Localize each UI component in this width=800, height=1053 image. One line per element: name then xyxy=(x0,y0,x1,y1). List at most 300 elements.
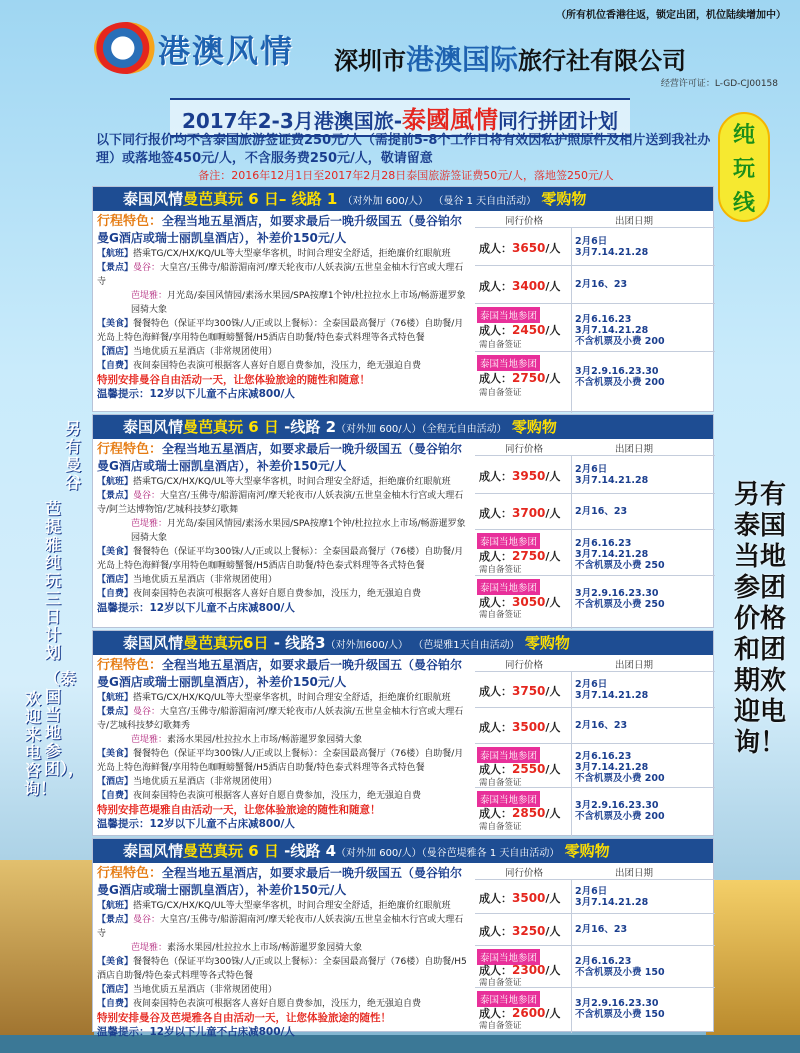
route-activity: （曼谷芭堤雅各 1 天自由活动） xyxy=(421,848,560,859)
price-row xyxy=(475,787,715,831)
price-row xyxy=(475,227,715,265)
date-2: 不含机票及小费 200 xyxy=(575,811,665,822)
date-1: 2月6日 xyxy=(575,886,608,897)
dates xyxy=(575,924,627,935)
price xyxy=(479,923,560,939)
dates xyxy=(575,279,627,290)
dates xyxy=(575,751,665,784)
price-value: 2300 xyxy=(512,963,546,977)
price-row xyxy=(475,575,715,619)
price-row xyxy=(475,351,715,397)
date-2: 3月7.14.21.28 xyxy=(575,549,649,560)
price-value: 2550 xyxy=(512,762,546,776)
price-label: 成人： xyxy=(479,242,512,255)
spot-tag: 【景点】 xyxy=(97,707,134,717)
fee-text: 夜间泰国特色表演可根据客人喜好自愿自费参加，没压力，绝无强迫自费 xyxy=(133,999,422,1009)
price-table-head xyxy=(475,211,715,227)
route-1-prices xyxy=(475,211,715,435)
title-mid: 泰國風情 xyxy=(402,106,499,134)
hotel-line xyxy=(97,775,471,789)
price xyxy=(479,505,560,521)
price-row xyxy=(475,671,715,707)
date-1: 2月6.16.23 xyxy=(575,314,632,325)
price-value: 3500 xyxy=(512,720,546,734)
flight-line xyxy=(97,899,471,913)
feature-body: 全程当地五星酒店，如要求最后一晚升级国五（曼谷铂尔曼G酒店或瑞士丽凯皇酒店），补差价150元/人 xyxy=(97,442,463,473)
visa-note: 需自备签证 xyxy=(479,340,522,350)
route-3-section xyxy=(92,630,714,836)
feature-text xyxy=(97,865,471,899)
fee-tag: 【自费】 xyxy=(97,791,134,801)
hotel-tag: 【酒店】 xyxy=(97,985,134,995)
hotel-tag: 【酒店】 xyxy=(97,347,134,357)
bkk-label: 曼谷： xyxy=(133,491,161,501)
price-label: 成人： xyxy=(479,1007,512,1020)
date-1: 3月2.9.16.23.30 xyxy=(575,366,659,377)
fee-text: 夜间泰国特色表演可根据客人喜好自愿自费参加，没压力，绝无强迫自费 xyxy=(133,361,422,371)
fee-line xyxy=(97,789,471,803)
left-col-4: 欢迎来电咨询！ xyxy=(24,689,57,798)
route-4-header xyxy=(93,839,713,863)
visa-note: 需自备签证 xyxy=(479,565,522,575)
dates xyxy=(575,506,627,517)
price-label: 成人： xyxy=(479,685,512,698)
price-unit: /人 xyxy=(545,925,561,938)
price-label: 成人： xyxy=(479,807,512,820)
price-col-head: 同行价格 xyxy=(505,444,544,455)
flight-tag: 【航班】 xyxy=(97,249,134,259)
bkk-label: 曼谷： xyxy=(133,915,161,925)
dates xyxy=(575,314,665,347)
meal-text: 餐餐特色（保证平均300铢/人/正或以上餐标）：全泰国最高餐厅（76楼）自助餐/H5酒店自助餐/特色泰式料理等各式特色餐 xyxy=(97,957,467,981)
price xyxy=(479,719,560,735)
dates xyxy=(575,679,648,701)
left-col-1: 另有曼谷 xyxy=(64,419,81,492)
company-mid: 港澳国际 xyxy=(406,43,519,76)
child-tip: 温馨提示：12岁以下儿童不占床减800/人 xyxy=(97,1026,295,1038)
price-label: 成人： xyxy=(479,964,512,977)
ptt-label: 芭堤雅： xyxy=(131,291,168,301)
local-tour-badge: 泰国当地参团 xyxy=(477,307,540,323)
price xyxy=(479,761,560,777)
date-1: 2月16、23 xyxy=(575,279,628,290)
ptt-spots: 月光岛/泰国风情园/素汤水果园/SPA按摩1个钟/杜拉拉水上市场/畅游暹罗象园骑大象 xyxy=(131,519,466,543)
shopping-note: 零购物 xyxy=(564,842,610,860)
price-unit: /人 xyxy=(545,507,561,520)
date-2: 3月7.14.21.28 xyxy=(575,475,649,486)
price-table-head xyxy=(475,655,715,671)
price-value: 3750 xyxy=(512,684,546,698)
brand-header xyxy=(94,22,744,74)
feature-text xyxy=(97,441,471,475)
meal-line xyxy=(97,955,471,983)
price-unit: /人 xyxy=(545,324,561,337)
ptt-line xyxy=(97,941,471,955)
shopping-note: 零购物 xyxy=(511,418,557,436)
thai-statue-image xyxy=(0,860,94,1053)
meal-tag: 【美食】 xyxy=(97,957,134,967)
page-title xyxy=(84,98,716,134)
visa-note: 需自备签证 xyxy=(479,978,522,988)
bkk-spots: 大皇宫/玉佛寺/船游湄南河/摩天轮夜市/人妖表演/五世皇金柚木行宫或大理石寺/艺城科技梦幻歌舞秀 xyxy=(97,707,464,731)
spot-line xyxy=(97,489,471,517)
dates xyxy=(575,538,665,571)
date-col-head: 出团日期 xyxy=(615,216,654,227)
flight-line xyxy=(97,247,471,261)
intro-text: 以下同行报价均不含泰国旅游签证费250元/人（需提前5-8个工作日将有效因私护照原件及相片送到我社办理）或落地签450元/人，不含服务费250元/人，敬请留意 xyxy=(96,133,711,166)
date-2: 不含机票及小费 150 xyxy=(575,967,665,978)
hotel-text: 当地优质五星酒店（非常规团使用） xyxy=(133,347,278,357)
route-2-section xyxy=(92,414,714,628)
flight-text: 搭乘TG/CX/HX/KQ/UL等大型豪华客机，时间合理安全舒适，拒绝廉价红眼航班 xyxy=(133,693,451,703)
price-label: 成人： xyxy=(479,372,512,385)
visa-note: 需自备签证 xyxy=(479,1021,522,1031)
price-col-head: 同行价格 xyxy=(505,216,544,227)
price-row xyxy=(475,743,715,787)
ptt-label: 芭堤雅： xyxy=(131,519,168,529)
hotel-text: 当地优质五星酒店（非常规团使用） xyxy=(133,575,278,585)
price-table-head xyxy=(475,439,715,455)
date-1: 2月16、23 xyxy=(575,924,628,935)
route-name: 泰国风情 xyxy=(123,634,184,652)
bkk-spots: 大皇宫/玉佛寺/船游湄南河/摩天轮夜市/人妖表演/五世皇金柚木行宫或大理石寺 xyxy=(97,263,464,287)
price-label: 成人： xyxy=(479,324,512,337)
price-col-head: 同行价格 xyxy=(505,868,544,879)
price-value: 3400 xyxy=(512,279,546,293)
meal-text: 餐餐特色（保证平均300铢/人/正或以上餐标）：全泰国最高餐厅（76楼）自助餐/月光岛上特色海鲜餐/享用特色咖喱螃蟹餐/H5酒店自助餐/特色泰式料理等各式特色餐 xyxy=(97,547,464,571)
route-extra: （对外加 600/人） xyxy=(336,424,422,435)
route-activity: （芭堤雅1天自由活动） xyxy=(413,640,520,651)
price-label: 成人： xyxy=(479,550,512,563)
meal-tag: 【美食】 xyxy=(97,749,134,759)
feature-label: 行程特色： xyxy=(97,442,163,457)
price-unit: /人 xyxy=(545,596,561,609)
route-name-highlight: 曼芭真玩 6 日 xyxy=(183,842,279,860)
route-4-section xyxy=(92,838,714,1038)
price-label: 成人： xyxy=(479,507,512,520)
price-row xyxy=(475,879,715,913)
feature-label: 行程特色： xyxy=(97,658,163,673)
price-value: 2750 xyxy=(512,549,546,563)
date-1: 2月6.16.23 xyxy=(575,751,632,762)
meal-line xyxy=(97,747,471,775)
meal-tag: 【美食】 xyxy=(97,547,134,557)
shopping-note: 零购物 xyxy=(541,190,587,208)
price-unit: /人 xyxy=(545,964,561,977)
date-3: 不含机票及小费 200 xyxy=(575,773,665,784)
route-4-prices xyxy=(475,863,715,1053)
route-1-section xyxy=(92,186,714,412)
ptt-spots: 素汤水果园/杜拉拉水上市场/畅游暹罗象园骑大象 xyxy=(167,735,363,745)
price-label: 成人： xyxy=(479,596,512,609)
right-vertical-note: 另有泰国当地参团价格和团期欢迎电询！ xyxy=(733,480,786,758)
remark-text: 备注：2016年12月1日至2017年2月28日泰国旅游签证费50元/人，落地签250元/人 xyxy=(198,169,614,182)
price-value: 3500 xyxy=(512,891,546,905)
dates xyxy=(575,998,665,1020)
dates xyxy=(575,366,665,388)
local-tour-badge: 泰国当地参团 xyxy=(477,949,540,965)
dates xyxy=(575,886,648,908)
route-number: -线路 2 xyxy=(284,418,337,436)
hotel-line xyxy=(97,983,471,997)
price-row xyxy=(475,493,715,529)
ptt-label: 芭堤雅： xyxy=(131,735,168,745)
date-2: 3月7.14.21.28 xyxy=(575,897,649,908)
price-label: 成人： xyxy=(479,892,512,905)
local-tour-badge: 泰国当地参团 xyxy=(477,791,540,807)
globe-logo-icon xyxy=(94,22,158,74)
date-1: 2月6日 xyxy=(575,236,608,247)
spot-line xyxy=(97,705,471,733)
local-tour-badge: 泰国当地参团 xyxy=(477,533,540,549)
date-2: 3月7.14.21.28 xyxy=(575,247,649,258)
visa-note: 需自备签证 xyxy=(479,778,522,788)
bkk-spots: 大皇宫/玉佛寺/船游湄南河/摩天轮夜市/人妖表演/五世皇金柚木行宫或大理石寺/阿兰达博物馆/艺城科技梦幻歌舞 xyxy=(97,491,464,515)
date-3: 不含机票及小费 200 xyxy=(575,336,665,347)
route-2-prices xyxy=(475,439,715,651)
route-activity: （曼谷 1 天自由活动） xyxy=(433,196,537,207)
date-1: 2月6日 xyxy=(575,464,608,475)
price xyxy=(479,548,560,564)
price-row xyxy=(475,945,715,987)
left-vertical-note xyxy=(6,420,86,880)
price xyxy=(479,683,560,699)
flight-text: 搭乘TG/CX/HX/KQ/UL等大型豪华客机，时间合理安全舒适，拒绝廉价红眼航班 xyxy=(133,477,451,487)
bkk-label: 曼谷： xyxy=(133,707,161,717)
dates xyxy=(575,464,648,486)
dates xyxy=(575,236,648,258)
visa-note: 需自备签证 xyxy=(479,388,522,398)
price xyxy=(479,370,560,386)
route-name: 泰国风情 xyxy=(123,190,184,208)
pure-tour-badge xyxy=(718,112,770,222)
date-1: 2月16、23 xyxy=(575,720,628,731)
route-2-details xyxy=(93,439,475,617)
price xyxy=(479,278,560,294)
spot-tag: 【景点】 xyxy=(97,491,134,501)
price-unit: /人 xyxy=(545,550,561,563)
brand-name: 港澳风情 xyxy=(158,32,295,70)
price-row xyxy=(475,455,715,493)
date-1: 3月2.9.16.23.30 xyxy=(575,998,659,1009)
left-col-2: 芭提雅纯玩三日计划 xyxy=(44,499,61,662)
date-2: 不含机票及小费 150 xyxy=(575,1009,665,1020)
date-1: 2月16、23 xyxy=(575,506,628,517)
price xyxy=(479,468,560,484)
feature-label: 行程特色： xyxy=(97,214,163,229)
date-3: 不含机票及小费 250 xyxy=(575,560,665,571)
local-tour-badge: 泰国当地参团 xyxy=(477,355,540,371)
local-tour-badge: 泰国当地参团 xyxy=(477,747,540,763)
route-3-details xyxy=(93,655,475,833)
hotel-tag: 【酒店】 xyxy=(97,575,134,585)
top-note: （所有机位香港往返，锁定出团，机位陆续增加中） xyxy=(556,10,786,21)
price xyxy=(479,890,560,906)
price-value: 3650 xyxy=(512,241,546,255)
fee-tag: 【自费】 xyxy=(97,361,134,371)
price-value: 2450 xyxy=(512,323,546,337)
fee-line xyxy=(97,587,471,601)
child-tip: 温馨提示：12岁以下儿童不占床减800/人 xyxy=(97,818,295,830)
price-label: 成人： xyxy=(479,721,512,734)
route-1-details xyxy=(93,211,475,403)
price-label: 成人： xyxy=(479,470,512,483)
meal-text: 餐餐特色（保证平均300铢/人/正或以上餐标）：全泰国最高餐厅（76楼）自助餐/月光岛上特色海鲜餐/享用特色咖喱螃蟹餐/H5酒店自助餐/特色泰式料理等各式特色餐 xyxy=(97,749,464,773)
date-1: 2月6.16.23 xyxy=(575,956,632,967)
flight-line xyxy=(97,691,471,705)
price-label: 成人： xyxy=(479,763,512,776)
hotel-tag: 【酒店】 xyxy=(97,777,134,787)
dates xyxy=(575,956,665,978)
feature-body: 全程当地五星酒店，如要求最后一晚升级国五（曼谷铂尔曼G酒店或瑞士丽凯皇酒店），补差价150元/人 xyxy=(97,866,463,897)
price-unit: /人 xyxy=(545,372,561,385)
price-label: 成人： xyxy=(479,925,512,938)
special-note: 特别安排曼谷及芭堤雅各自由活动一天，让您体验旅途的随性！ xyxy=(97,1012,391,1024)
route-number: -线路 4 xyxy=(284,842,337,860)
meal-tag: 【美食】 xyxy=(97,319,134,329)
fee-line xyxy=(97,359,471,373)
hotel-text: 当地优质五星酒店（非常规团使用） xyxy=(133,985,278,995)
badge-char-1: 纯 xyxy=(732,123,755,148)
meal-text: 餐餐特色（保证平均300铢/人/正或以上餐标）：全泰国最高餐厅（76楼）自助餐/月光岛上特色海鲜餐/享用特色咖喱螃蟹餐/H5酒店自助餐/特色泰式料理等各式特色餐 xyxy=(97,319,464,343)
route-3-prices xyxy=(475,655,715,859)
title-post: 同行拼团计划 xyxy=(498,109,619,133)
date-2: 3月7.14.21.28 xyxy=(575,325,649,336)
feature-body: 全程当地五星酒店，如要求最后一晚升级国五（曼谷铂尔曼G酒店或瑞士丽凯皇酒店），补差价150元/人 xyxy=(97,658,463,689)
price-value: 2600 xyxy=(512,1006,546,1020)
company-suffix: 旅行社有限公司 xyxy=(518,47,687,75)
price xyxy=(479,322,560,338)
price xyxy=(479,805,560,821)
fee-tag: 【自费】 xyxy=(97,589,134,599)
feature-text xyxy=(97,657,471,691)
route-extra: （对外加 600/人） xyxy=(342,196,429,207)
price-unit: /人 xyxy=(545,280,561,293)
golden-pagoda-image xyxy=(706,880,800,1053)
price-unit: /人 xyxy=(545,685,561,698)
price-table-head xyxy=(475,863,715,879)
flight-tag: 【航班】 xyxy=(97,693,134,703)
price-row xyxy=(475,529,715,575)
price-row xyxy=(475,265,715,303)
special-note: 特别安排芭堤雅自由活动一天，让您体验旅途的随性和随意！ xyxy=(97,804,381,816)
route-name: 泰国风情 xyxy=(123,418,184,436)
feature-body: 全程当地五星酒店，如要求最后一晚升级国五（曼谷铂尔曼G酒店或瑞士丽凯皇酒店），补差价150元/人 xyxy=(97,214,463,245)
child-tip: 温馨提示：12岁以下儿童不占床减800/人 xyxy=(97,602,295,614)
flight-tag: 【航班】 xyxy=(97,901,134,911)
feature-label: 行程特色： xyxy=(97,866,163,881)
price-row xyxy=(475,303,715,351)
hotel-line xyxy=(97,573,471,587)
local-tour-badge: 泰国当地参团 xyxy=(477,991,540,1007)
price-row xyxy=(475,987,715,1031)
price-unit: /人 xyxy=(545,892,561,905)
route-3-header xyxy=(93,631,713,655)
date-2: 不含机票及小费 200 xyxy=(575,377,665,388)
date-col-head: 出团日期 xyxy=(615,444,654,455)
price-col-head: 同行价格 xyxy=(505,660,544,671)
dates xyxy=(575,588,665,610)
fee-text: 夜间泰国特色表演可根据客人喜好自愿自费参加，没压力，绝无强迫自费 xyxy=(133,589,422,599)
price xyxy=(479,240,560,256)
meal-line xyxy=(97,317,471,345)
title-pre: 2017年2-3月港澳国旅- xyxy=(181,109,403,133)
child-tip: 温馨提示：12岁以下儿童不占床减800/人 xyxy=(97,388,295,400)
date-col-head: 出团日期 xyxy=(615,868,654,879)
route-name-highlight: 曼芭真玩 6 日 xyxy=(183,418,279,436)
ptt-line xyxy=(97,517,471,545)
date-1: 2月6.16.23 xyxy=(575,538,632,549)
flight-text: 搭乘TG/CX/HX/KQ/UL等大型豪华客机，时间合理安全舒适，拒绝廉价红眼航班 xyxy=(133,901,451,911)
date-2: 3月7.14.21.28 xyxy=(575,762,649,773)
price-value: 3700 xyxy=(512,506,546,520)
route-name: 泰国风情 xyxy=(123,842,184,860)
route-name-highlight: 曼芭真玩6日 xyxy=(183,634,269,652)
flight-line xyxy=(97,475,471,489)
price-value: 3050 xyxy=(512,595,546,609)
bkk-spots: 大皇宫/玉佛寺/船游湄南河/摩天轮夜市/人妖表演/五世皇金柚木行宫或大理石寺 xyxy=(97,915,464,939)
badge-char-2: 玩 xyxy=(732,157,755,182)
price-value: 3950 xyxy=(512,469,546,483)
price-unit: /人 xyxy=(545,763,561,776)
ptt-line xyxy=(97,733,471,747)
date-col-head: 出团日期 xyxy=(615,660,654,671)
route-1-header xyxy=(93,187,713,211)
spot-line xyxy=(97,261,471,289)
ptt-label: 芭堤雅： xyxy=(131,943,168,953)
fee-text: 夜间泰国特色表演可根据客人喜好自愿自费参加，没压力，绝无强迫自费 xyxy=(133,791,422,801)
route-4-details xyxy=(93,863,475,1041)
date-1: 3月2.9.16.23.30 xyxy=(575,800,659,811)
special-note: 特别安排曼谷自由活动一天，让您体验旅途的随性和随意！ xyxy=(97,374,370,386)
ptt-spots: 素汤水果园/杜拉拉水上市场/畅游暹罗象园骑大象 xyxy=(167,943,363,953)
ptt-spots: 月光岛/泰国风情园/素汤水果园/SPA按摩1个钟/杜拉拉水上市场/畅游暹罗象园骑大象 xyxy=(131,291,466,315)
date-1: 2月6日 xyxy=(575,679,608,690)
flight-text: 搭乘TG/CX/HX/KQ/UL等大型豪华客机，时间合理安全舒适，拒绝廉价红眼航班 xyxy=(133,249,451,259)
bkk-label: 曼谷： xyxy=(133,263,161,273)
price-label: 成人： xyxy=(479,280,512,293)
company-prefix: 深圳市 xyxy=(334,47,406,75)
visa-note: 需自备签证 xyxy=(479,822,522,832)
dates xyxy=(575,800,665,822)
fee-tag: 【自费】 xyxy=(97,999,134,1009)
price-unit: /人 xyxy=(545,721,561,734)
license-number: 经营许可证：L-GD-CJ00158 xyxy=(660,79,778,89)
spot-line xyxy=(97,913,471,941)
price-unit: /人 xyxy=(545,1007,561,1020)
shopping-note: 零购物 xyxy=(524,634,570,652)
visa-note: 需自备签证 xyxy=(479,610,522,620)
price-value: 3250 xyxy=(512,924,546,938)
price-row xyxy=(475,707,715,743)
flight-tag: 【航班】 xyxy=(97,477,134,487)
price-row xyxy=(475,913,715,945)
left-col-3: （泰国当地参团）， xyxy=(44,669,85,778)
company-name xyxy=(334,38,686,78)
route-activity: （全程无自由活动） xyxy=(421,424,507,435)
price-unit: /人 xyxy=(545,807,561,820)
price-value: 2850 xyxy=(512,806,546,820)
price-unit: /人 xyxy=(545,470,561,483)
local-tour-badge: 泰国当地参团 xyxy=(477,579,540,595)
price-unit: /人 xyxy=(545,242,561,255)
fee-line xyxy=(97,997,471,1011)
dates xyxy=(575,720,627,731)
price-value: 2750 xyxy=(512,371,546,385)
route-number: - 线路3 xyxy=(273,634,326,652)
spot-tag: 【景点】 xyxy=(97,915,134,925)
route-extra: （对外加600/人） xyxy=(325,640,409,651)
